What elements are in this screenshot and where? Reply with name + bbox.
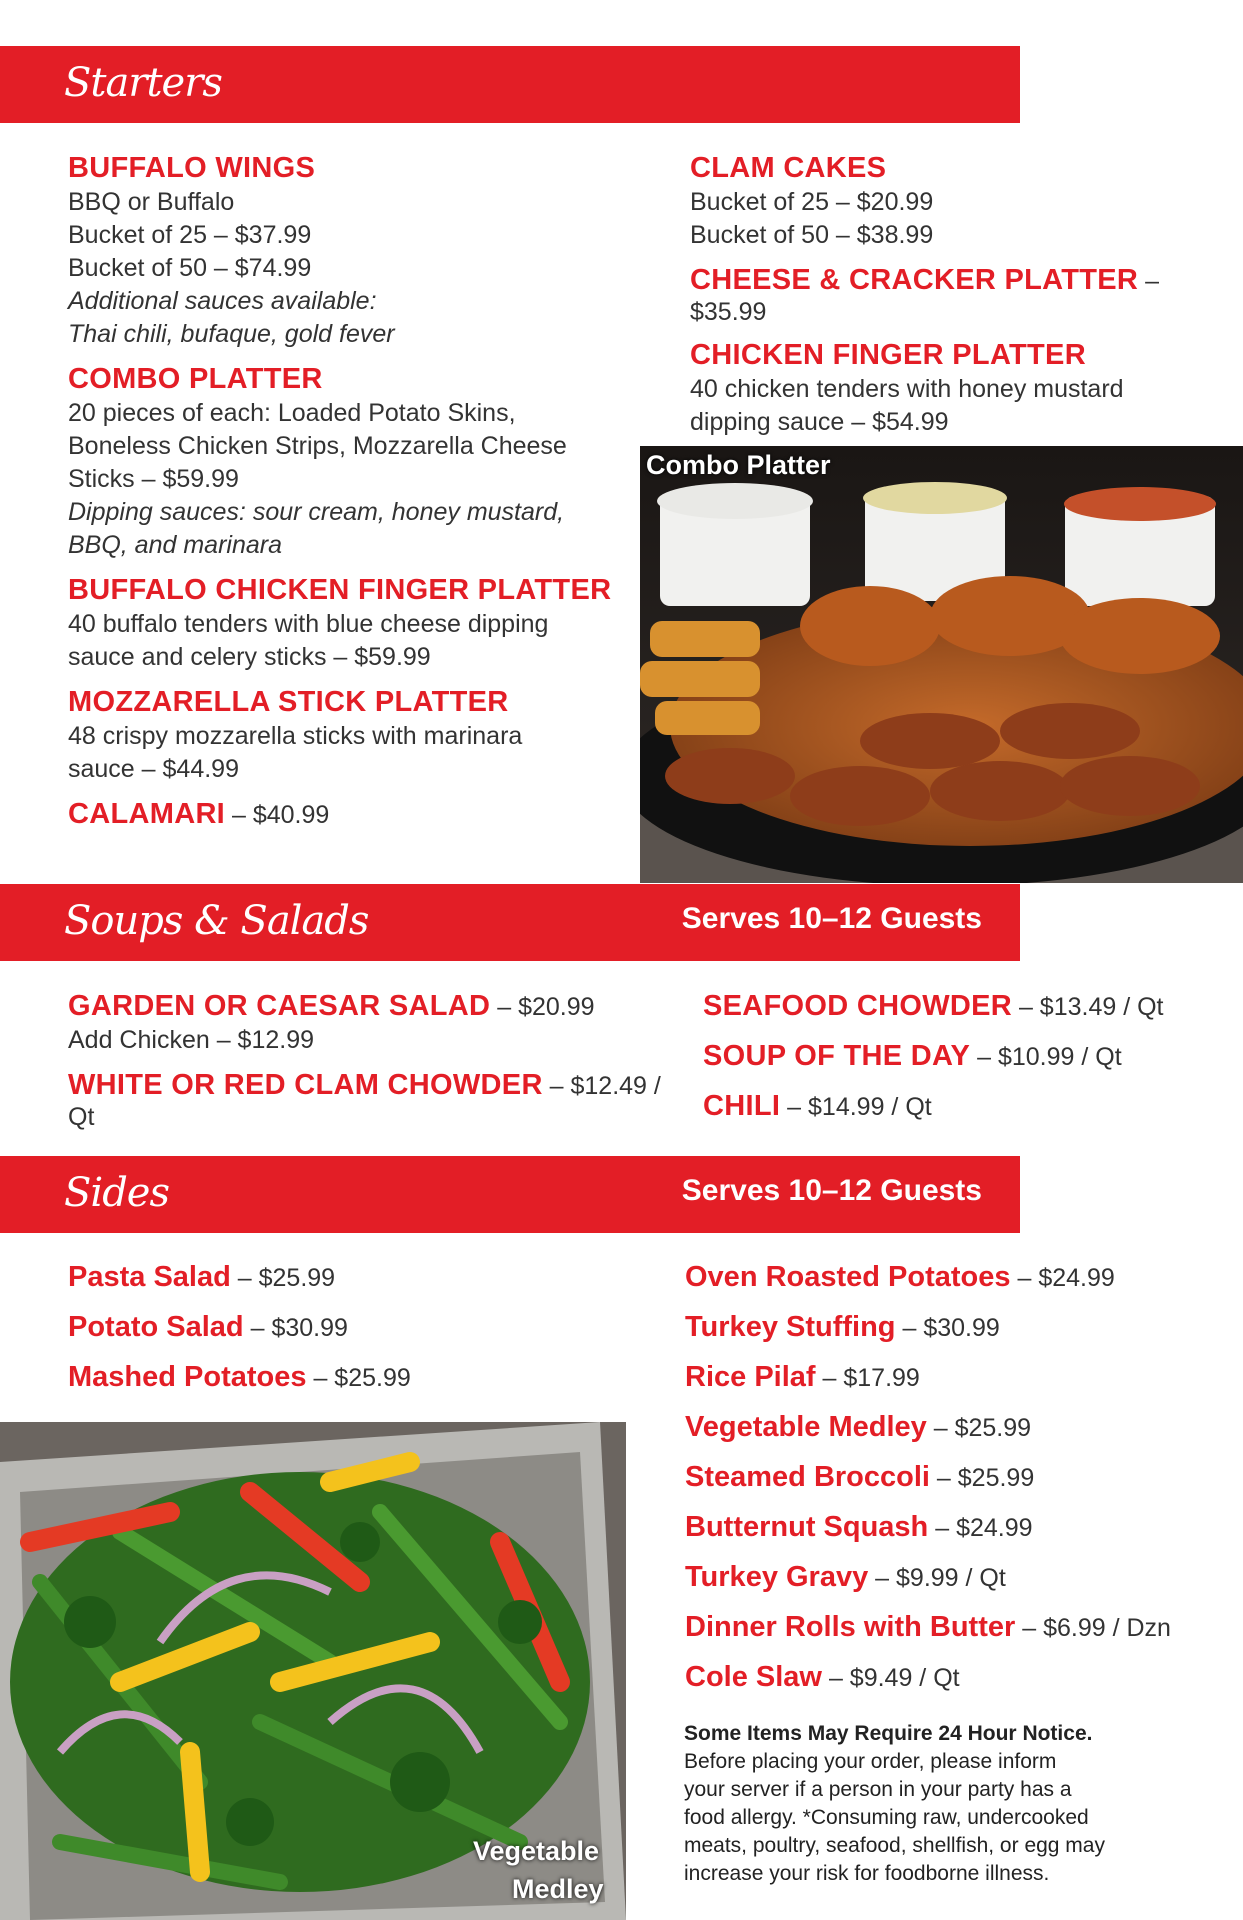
item-price: – $25.99 [929, 1464, 1035, 1492]
menu-item-garden-caesar-salad [68, 988, 688, 1057]
menu-item-combo-platter [68, 361, 628, 562]
combo-platter-photo [640, 446, 1243, 883]
notice-line: increase your risk for foodborne illness. [684, 1862, 1050, 1885]
menu-item-buffalo-chicken-finger-platter [68, 572, 628, 674]
menu-item-mozzarella-stick-platter [68, 684, 628, 786]
side-item-turkey-stuffing [685, 1302, 1235, 1352]
item-desc: 40 buffalo tenders with blue cheese dipping [68, 610, 549, 638]
item-desc: Boneless Chicken Strips, Mozzarella Cheese [68, 432, 567, 460]
item-desc: Bucket of 50 – $38.99 [690, 221, 934, 249]
menu-item-chili [703, 1088, 1233, 1138]
side-item-steamed-broccoli [685, 1452, 1235, 1502]
item-desc: Sticks – $59.99 [68, 465, 239, 493]
menu-item-clam-chowder [68, 1067, 688, 1132]
starters-right-column [690, 150, 1230, 449]
item-price: – $10.99 / Qt [970, 1043, 1122, 1071]
side-item-potato-salad [68, 1302, 628, 1352]
item-price: – $9.99 / Qt [868, 1564, 1006, 1592]
side-item-mashed-potatoes [68, 1352, 628, 1402]
item-price: – $25.99 [926, 1414, 1032, 1442]
menu-item-seafood-chowder [703, 988, 1233, 1038]
menu-item-chicken-finger-platter [690, 337, 1230, 439]
item-name: CHICKEN FINGER PLATTER [690, 339, 1086, 371]
item-desc: Bucket of 25 – $37.99 [68, 221, 312, 249]
allergy-notice [684, 1720, 1234, 1888]
item-name: WHITE OR RED CLAM CHOWDER [68, 1069, 543, 1101]
item-name: GARDEN OR CAESAR SALAD [68, 990, 491, 1022]
item-name: MOZZARELLA STICK PLATTER [68, 686, 509, 718]
item-name: Vegetable Medley [685, 1411, 927, 1443]
notice-line: Before placing your order, please inform [684, 1750, 1057, 1773]
item-price: – $30.99 [243, 1314, 348, 1342]
side-item-rice-pilaf [685, 1352, 1235, 1402]
item-note: Thai chili, bufaque, gold fever [68, 320, 395, 348]
sides-serves-label: Serves 10–12 Guests [681, 1174, 982, 1207]
sides-left-column [68, 1252, 628, 1402]
item-name: CLAM CAKES [690, 152, 887, 184]
item-name: SOUP OF THE DAY [703, 1040, 971, 1072]
item-desc: Bucket of 25 – $20.99 [690, 188, 934, 216]
item-name: Turkey Gravy [685, 1561, 869, 1593]
item-name: Potato Salad [68, 1311, 244, 1343]
item-name: BUFFALO CHICKEN FINGER PLATTER [68, 574, 612, 606]
soups-right-column [703, 988, 1233, 1138]
item-price: – $6.99 / Dzn [1015, 1614, 1171, 1642]
item-desc: 20 pieces of each: Loaded Potato Skins, [68, 399, 516, 427]
item-price: – $12.49 / Qt [68, 1072, 661, 1131]
item-name: CHEESE & CRACKER PLATTER [690, 264, 1139, 296]
notice-heading: Some Items May Require 24 Hour Notice. [684, 1722, 1093, 1745]
item-price: – $20.99 [490, 993, 595, 1021]
side-item-cole-slaw [685, 1652, 1235, 1702]
starters-left-column [68, 150, 628, 842]
menu-item-soup-of-the-day [703, 1038, 1233, 1088]
side-item-butternut-squash [685, 1502, 1235, 1552]
soups-serves-label: Serves 10–12 Guests [681, 902, 982, 935]
item-price: – $25.99 [306, 1364, 411, 1392]
item-name: Rice Pilaf [685, 1361, 816, 1393]
item-note: Dipping sauces: sour cream, honey mustard, [68, 498, 565, 526]
soups-left-column [68, 988, 688, 1142]
item-name: Turkey Stuffing [685, 1311, 896, 1343]
menu-item-calamari [68, 796, 628, 832]
soups-salads-banner [0, 884, 1020, 961]
item-desc: BBQ or Buffalo [68, 188, 235, 216]
item-price: – $9.49 / Qt [822, 1664, 960, 1692]
notice-line: meats, poultry, seafood, shellfish, or egg may [684, 1834, 1105, 1857]
item-name: BUFFALO WINGS [68, 152, 316, 184]
item-name: CALAMARI [68, 798, 226, 830]
menu-item-cheese-cracker-platter [690, 262, 1230, 327]
item-name: CHILI [703, 1090, 781, 1122]
item-price: – $25.99 [230, 1264, 336, 1292]
item-name: Oven Roasted Potatoes [685, 1261, 1011, 1293]
menu-item-buffalo-wings [68, 150, 628, 351]
item-price: – $14.99 / Qt [780, 1093, 932, 1121]
sides-right-column [685, 1252, 1235, 1702]
item-price: – $24.99 [928, 1514, 1033, 1542]
soups-salads-title: Soups & Salads [64, 898, 369, 944]
notice-line: food allergy. *Consuming raw, undercooked [684, 1806, 1089, 1829]
item-price: – $30.99 [895, 1314, 1000, 1342]
item-note: Additional sauces available: [68, 287, 377, 315]
item-desc: sauce – $44.99 [68, 755, 239, 783]
item-name: Butternut Squash [685, 1511, 929, 1543]
sides-title: Sides [64, 1170, 169, 1216]
item-name: Dinner Rolls with Butter [685, 1611, 1016, 1643]
item-price: – $13.49 / Qt [1012, 993, 1164, 1021]
notice-line: your server if a person in your party has a [684, 1778, 1072, 1801]
item-desc: 40 chicken tenders with honey mustard [690, 375, 1124, 403]
item-name: Steamed Broccoli [685, 1461, 930, 1493]
item-desc: sauce and celery sticks – $59.99 [68, 643, 431, 671]
item-name: Cole Slaw [685, 1661, 822, 1693]
starters-title: Starters [64, 60, 222, 106]
side-item-turkey-gravy [685, 1552, 1235, 1602]
item-price: – $17.99 [815, 1364, 920, 1392]
combo-platter-image [640, 446, 1243, 883]
sides-banner [0, 1156, 1020, 1233]
vegetable-medley-caption-line2: Medley [512, 1874, 604, 1904]
side-item-dinner-rolls [685, 1602, 1235, 1652]
item-price: – $40.99 [225, 801, 330, 829]
item-name: COMBO PLATTER [68, 363, 323, 395]
item-desc: Bucket of 50 – $74.99 [68, 254, 312, 282]
side-item-pasta-salad [68, 1252, 628, 1302]
vegetable-medley-caption-line1: Vegetable [473, 1836, 600, 1866]
item-desc: 48 crispy mozzarella sticks with marinara [68, 722, 523, 750]
item-note: BBQ, and marinara [68, 531, 282, 559]
item-desc: dipping sauce – $54.99 [690, 408, 949, 436]
item-name: Mashed Potatoes [68, 1361, 307, 1393]
side-item-vegetable-medley [685, 1402, 1235, 1452]
item-name: SEAFOOD CHOWDER [703, 990, 1012, 1022]
vegetable-medley-photo [0, 1422, 626, 1920]
item-price: – $35.99 [690, 267, 1159, 326]
menu-item-clam-cakes [690, 150, 1230, 252]
item-desc: Add Chicken – $12.99 [68, 1026, 315, 1054]
item-name: Pasta Salad [68, 1261, 231, 1293]
side-item-oven-roasted-potatoes [685, 1252, 1235, 1302]
starters-banner [0, 46, 1020, 123]
combo-platter-caption: Combo Platter [646, 450, 831, 480]
item-price: – $24.99 [1010, 1264, 1115, 1292]
